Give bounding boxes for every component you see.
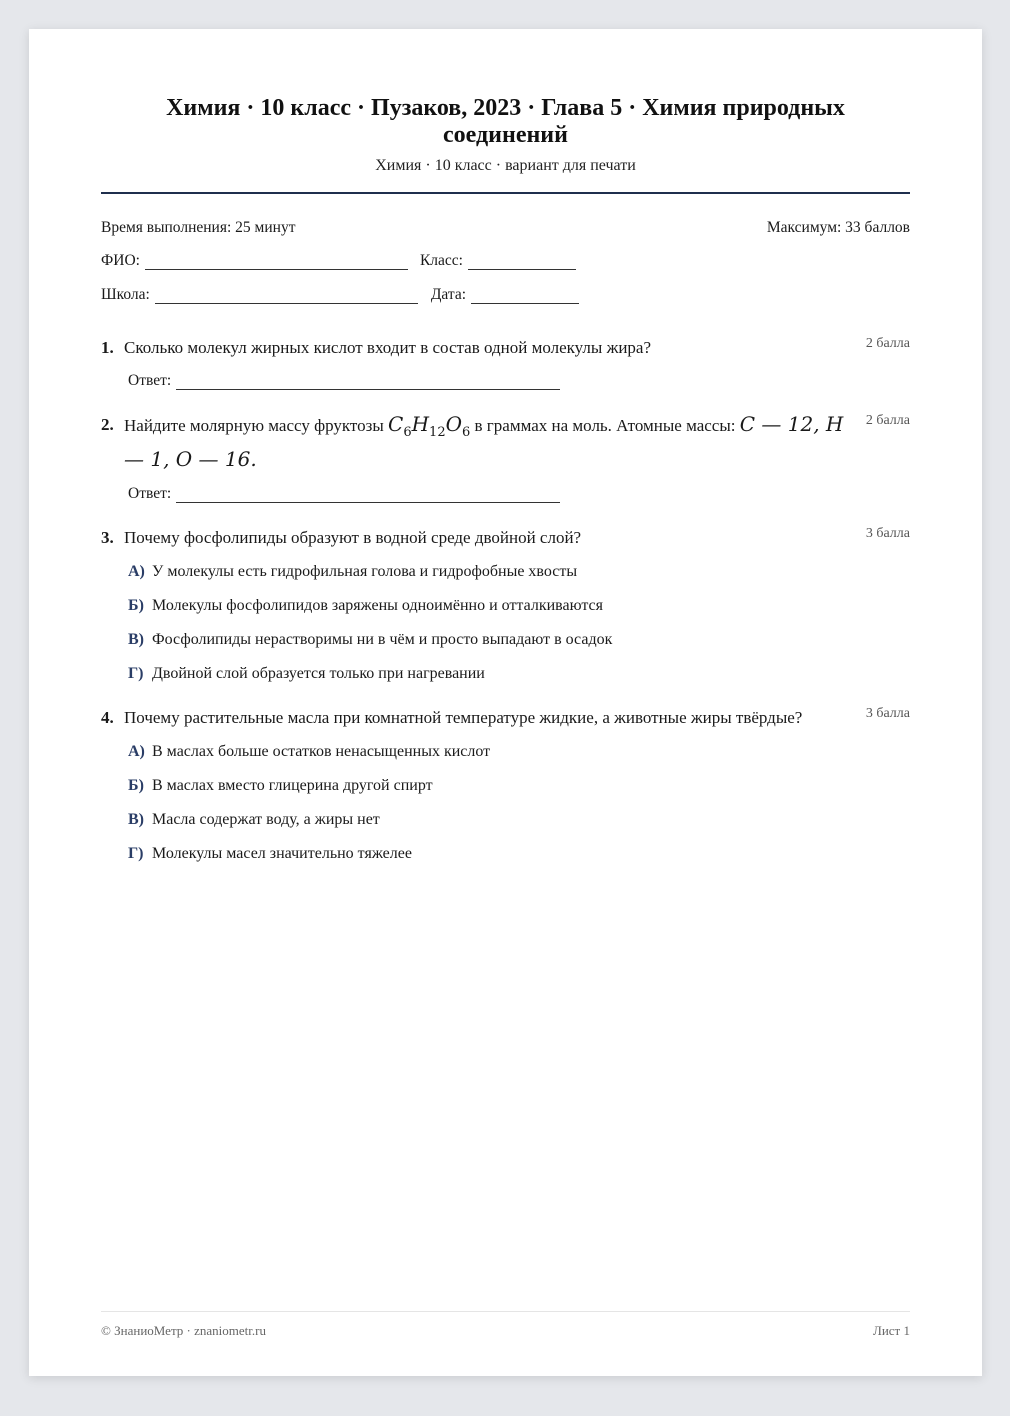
option-letter: А) xyxy=(128,743,145,760)
meta-row xyxy=(101,219,910,237)
question-text-after: в граммах на моль. Атомные массы: xyxy=(474,416,736,435)
option-letter: Б) xyxy=(128,777,144,794)
option-text: В маслах вместо глицерина другой спирт xyxy=(152,777,433,794)
question-points: 3 балла xyxy=(865,526,910,541)
header-divider xyxy=(101,192,910,194)
question-1 xyxy=(101,334,910,390)
option-text: В маслах больше остатков ненасыщенных кислот xyxy=(152,743,491,760)
question-text: Почему фосфолипиды образуют в водной среде двойной слой? xyxy=(124,528,582,547)
footer-sheet-number: Лист 1 xyxy=(873,1323,910,1338)
question-points: 3 балла xyxy=(865,706,910,721)
answer-label: Ответ: xyxy=(128,372,172,389)
page-footer xyxy=(101,1311,910,1339)
question-number: 4. xyxy=(101,708,114,727)
option-a[interactable] xyxy=(128,735,910,769)
time-limit: Время выполнения: 25 минут xyxy=(101,219,296,236)
question-3 xyxy=(101,524,910,691)
question-number: 1. xyxy=(101,338,114,357)
question-text: Сколько молекул жирных кислот входит в состав одной молекулы жира? xyxy=(124,338,652,357)
option-letter: В) xyxy=(128,811,144,828)
answer-label: Ответ: xyxy=(128,485,172,502)
answer-row xyxy=(128,483,910,503)
student-fields xyxy=(101,250,910,304)
option-b[interactable] xyxy=(128,589,910,623)
option-text: У молекулы есть гидрофильная голова и гидрофобные хвосты xyxy=(152,563,578,580)
class-field[interactable] xyxy=(468,255,576,270)
question-text: Почему растительные масла при комнатной температуре жидкие, а животные жиры твёрдые? xyxy=(124,708,803,727)
date-label: Дата: xyxy=(430,286,467,303)
worksheet-content xyxy=(101,29,910,871)
option-text: Молекулы фосфолипидов заряжены одноимённо и отталкиваются xyxy=(152,597,603,614)
page-title: Химия · 10 класс · Пузаков, 2023 · Глава 5 · Химия природных соединений xyxy=(166,95,845,148)
option-g[interactable] xyxy=(128,837,910,871)
option-a[interactable] xyxy=(128,555,910,589)
question-1-head xyxy=(101,334,910,361)
option-letter: Б) xyxy=(128,597,144,614)
answer-field[interactable] xyxy=(176,375,560,390)
options-list xyxy=(128,735,910,871)
option-v[interactable] xyxy=(128,623,910,657)
max-score: Максимум: 33 баллов xyxy=(766,219,910,236)
options-list xyxy=(128,555,910,691)
date-field[interactable] xyxy=(471,289,579,304)
option-text: Двойной слой образуется только при нагревании xyxy=(152,665,485,682)
option-text: Молекулы масел значительно тяжелее xyxy=(152,845,412,862)
question-text xyxy=(124,411,910,474)
option-letter: Г) xyxy=(128,845,144,862)
fio-label: ФИО: xyxy=(101,252,140,269)
worksheet-page xyxy=(29,29,982,1376)
question-number: 3. xyxy=(101,528,114,547)
footer-copyright: © ЗнаниоМетр · znaniometr.ru xyxy=(101,1323,266,1338)
question-2-head xyxy=(101,411,910,474)
class-label: Класс: xyxy=(419,252,463,269)
option-letter: В) xyxy=(128,631,144,648)
question-text-before: Найдите молярную массу фруктозы xyxy=(124,416,384,435)
field-row-name xyxy=(101,250,910,270)
question-number: 2. xyxy=(101,415,114,434)
field-row-school xyxy=(101,284,910,304)
atomic-masses: C — 12, H — 1, O — 16. xyxy=(124,412,844,471)
option-letter: А) xyxy=(128,563,145,580)
school-label: Школа: xyxy=(101,286,150,303)
question-2 xyxy=(101,411,910,503)
option-v[interactable] xyxy=(128,803,910,837)
option-g[interactable] xyxy=(128,657,910,691)
school-field[interactable] xyxy=(155,289,418,304)
option-text: Масла содержат воду, а жиры нет xyxy=(152,811,380,828)
question-4 xyxy=(101,704,910,871)
question-points: 2 балла xyxy=(865,336,910,351)
option-letter: Г) xyxy=(128,665,144,682)
answer-field[interactable] xyxy=(176,488,560,503)
option-b[interactable] xyxy=(128,769,910,803)
question-3-head xyxy=(101,524,910,551)
answer-row xyxy=(128,370,910,390)
page-subtitle: Химия · 10 класс · вариант для печати xyxy=(375,157,636,174)
fio-field[interactable] xyxy=(145,255,408,270)
question-4-head xyxy=(101,704,910,731)
option-text: Фосфолипиды нерастворимы ни в чём и просто выпадают в осадок xyxy=(152,631,613,648)
formula-fructose: $C_6H_{12}O_6$ xyxy=(388,412,471,440)
question-points: 2 балла xyxy=(865,413,910,428)
